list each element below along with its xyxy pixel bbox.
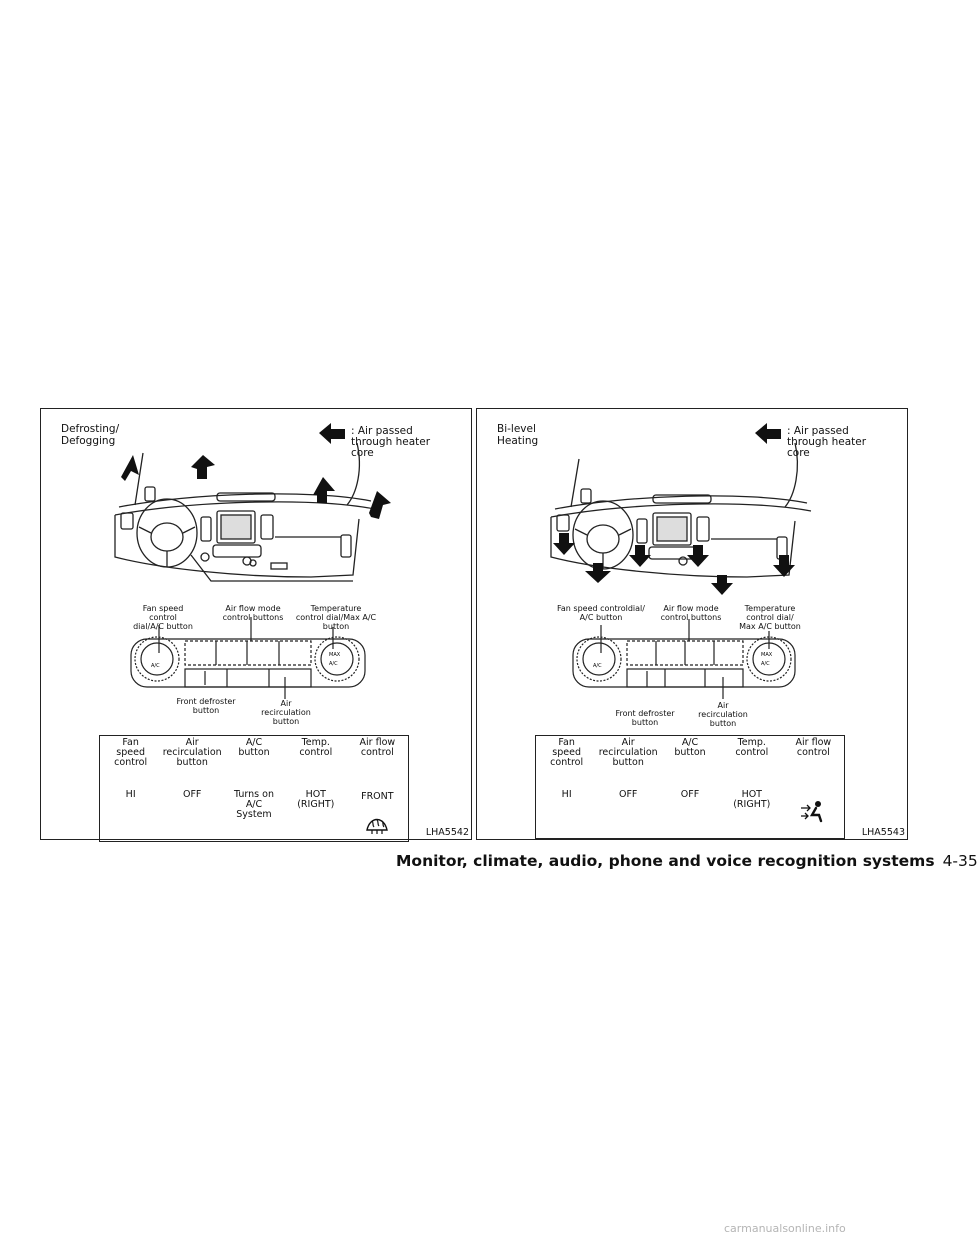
watermark: carmanualsonline.info	[724, 1222, 846, 1235]
header-ac: A/C button	[238, 737, 270, 758]
header-air-flow: Air flow control	[795, 737, 832, 758]
ac-text-right: A/C	[761, 661, 770, 667]
value-air-flow-text: FRONT	[361, 791, 394, 802]
callout-air-flow-mode: Air flow mode control buttons	[660, 604, 722, 622]
value-ac: Turns on A/C System	[234, 789, 274, 820]
value-air-flow	[783, 780, 845, 839]
callout-fan-speed: Fan speed controldial/ A/C button	[557, 604, 645, 622]
legend-text: : Air passed through heater core	[787, 425, 867, 459]
callout-air-recirculation: Air recirculation button	[261, 699, 311, 726]
climate-control-panel	[477, 409, 909, 709]
diagram-panel-defrost	[40, 408, 472, 840]
value-air-flow	[347, 780, 409, 842]
header-fan-speed: Fan speed control	[114, 737, 148, 768]
value-ac: OFF	[680, 789, 700, 800]
figure-code: LHA5543	[861, 827, 905, 838]
panel-title: Defrosting/ Defogging	[61, 423, 120, 447]
panel-title: Bi-level Heating	[497, 423, 539, 447]
header-ac: A/C button	[674, 737, 706, 758]
value-temp: HOT (RIGHT)	[733, 789, 771, 810]
front-defroster-icon	[364, 812, 390, 836]
settings-table	[535, 735, 845, 839]
callout-air-recirculation: Air recirculation button	[698, 701, 748, 728]
callout-air-flow-mode: Air flow mode control buttons	[222, 604, 284, 622]
callout-front-defroster: Front defroster button	[615, 709, 675, 727]
climate-control-panel	[41, 409, 473, 709]
section-title: Monitor, climate, audio, phone and voice recognition systems	[396, 852, 935, 870]
value-temp: HOT (RIGHT)	[297, 789, 335, 810]
ac-text-right: A/C	[329, 661, 338, 667]
callout-temperature: Temperature control dial/Max A/C button	[295, 604, 377, 631]
settings-table	[99, 735, 409, 842]
figure-code: LHA5542	[425, 827, 469, 838]
header-air-flow: Air flow control	[359, 737, 396, 758]
header-temp: Temp. control	[735, 737, 769, 758]
legend-text: : Air passed through heater core	[351, 425, 431, 459]
page-number: 4-35	[942, 852, 978, 870]
header-air-recirculation: Air recirculation button	[598, 737, 658, 768]
value-air-recirculation: OFF	[618, 789, 638, 800]
max-text: MAX	[329, 652, 341, 658]
callout-fan-speed: Fan speed control dial/A/C button	[133, 604, 193, 631]
ac-text-left: A/C	[151, 663, 160, 669]
value-fan-speed: HI	[125, 789, 136, 800]
header-temp: Temp. control	[299, 737, 333, 758]
page-footer	[396, 852, 978, 870]
callout-temperature: Temperature control dial/ Max A/C button	[739, 604, 801, 631]
value-fan-speed: HI	[561, 789, 572, 800]
bi-level-icon	[799, 800, 827, 822]
diagram-panel-bi-level	[476, 408, 908, 840]
ac-text-left: A/C	[593, 663, 602, 669]
callout-front-defroster: Front defroster button	[176, 697, 236, 715]
header-fan-speed: Fan speed control	[550, 737, 584, 768]
max-text: MAX	[761, 652, 773, 658]
header-air-recirculation: Air recirculation button	[162, 737, 222, 768]
value-air-recirculation: OFF	[182, 789, 202, 800]
